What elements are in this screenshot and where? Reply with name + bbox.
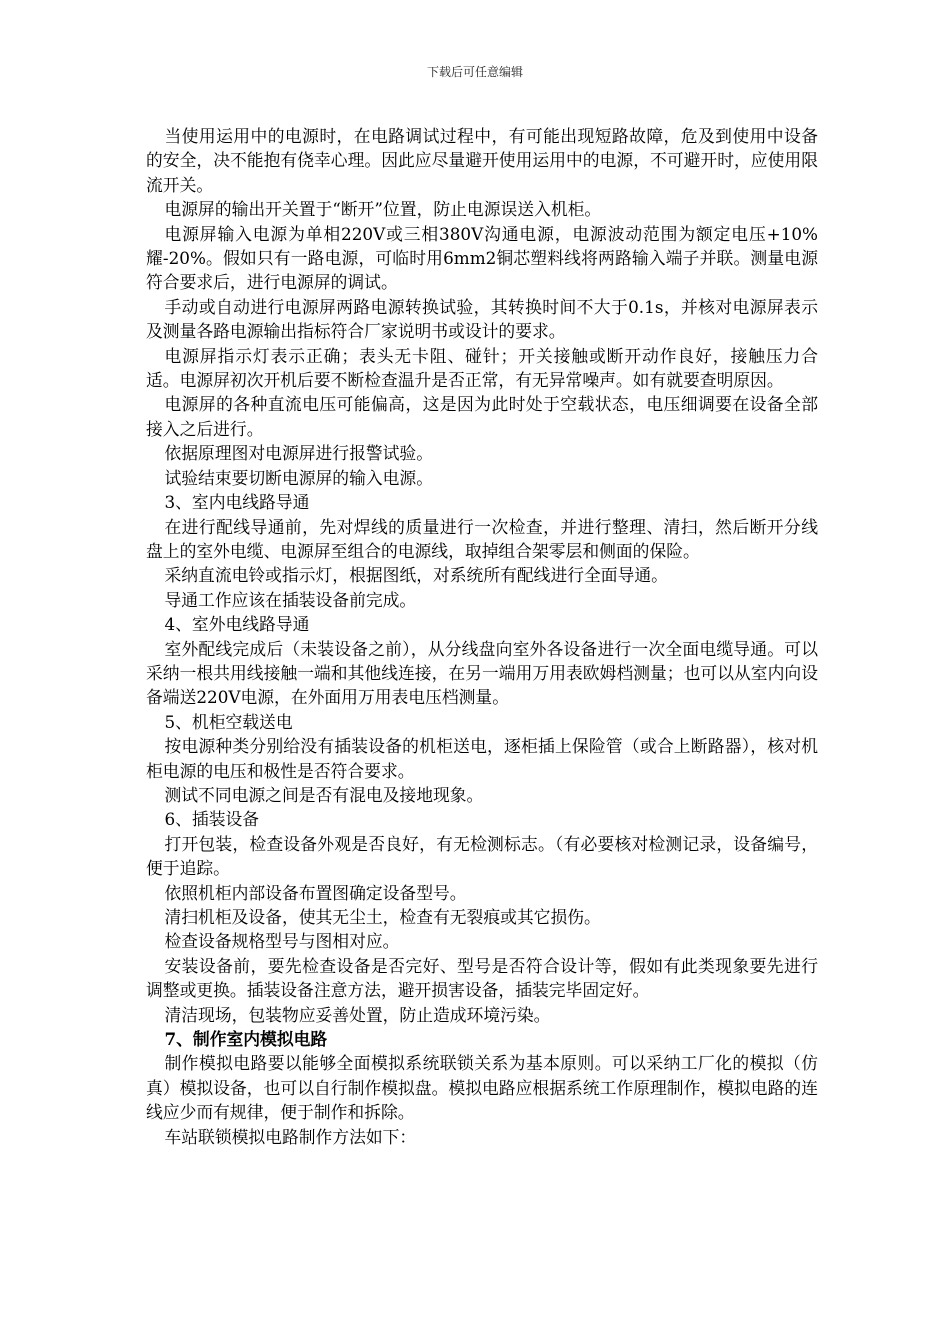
paragraph: 电源屏的输出开关置于“断开”位置，防止电源误送入机柜。 (164, 199, 602, 220)
paragraph: 安装设备前，要先检查设备是否完好、型号是否符合设计等，假如有此类现象要先进行调整或更换。插装设备注意方法，避开损害设备，插装完毕固定好。 (146, 955, 818, 1001)
paragraph: 依据原理图对电源屏进行报警试验。 (164, 443, 433, 464)
page-header: 下载后可任意编辑 (426, 65, 523, 79)
paragraph: 试验结束要切断电源屏的输入电源。 (164, 467, 433, 488)
paragraph: 在进行配线导通前，先对焊线的质量进行一次检查，并进行整理、清扫，然后断开分线盘上的室外电缆、电源屏至组合的电源线，取掉组合架零层和侧面的保险。 (146, 516, 818, 561)
paragraph: 按电源种类分别给没有插装设备的机柜送电，逐柜插上保险管（或合上断路器），核对机柜电源的电压和极性是否符合要求。 (146, 736, 818, 781)
section-heading: 4、室外电线路导通 (164, 614, 310, 635)
paragraph: 打开包装，检查设备外观是否良好，有无检测标志。（有必要核对检测记录，设备编号，便于追踪。 (146, 833, 818, 879)
paragraph: 当使用运用中的电源时，在电路调试过程中，有可能出现短路故障，危及到使用中设备的安全，决不能抱有侥幸心理。因此应尽量避开使用运用中的电源，不可避开时，应使用限流开关。 (146, 126, 818, 195)
paragraph: 手动或自动进行电源屏两路电源转换试验，其转换时间不大于0.1s，并核对电源屏表示及测量各路电源输出指标符合厂家说明书或设计的要求。 (146, 296, 818, 342)
section-heading: 6、插装设备 (164, 809, 260, 830)
paragraph: 依照机柜内部设备布置图确定设备型号。 (164, 882, 467, 903)
paragraph: 电源屏指示灯表示正确；表头无卡阻、碰针；开关接触或断开动作良好，接触压力合适。电源屏初次开机后要不断检查温升是否正常，有无异常噪声。如有就要查明原因。 (146, 345, 818, 391)
section-heading: 5、机柜空载送电 (164, 711, 293, 732)
section-heading-bold: 7、制作室内模拟电路 (164, 1029, 328, 1050)
document-body (146, 124, 818, 1149)
paragraph: 电源屏输入电源为单相220V或三相380V沟通电源，电源波动范围为额定电压+10%耀-20%。假如只有一路电源，可临时用6mm2铜芯塑料线将两路输入端子并联。测量电源符合要求后，进行电源屏的调试。 (146, 223, 818, 293)
paragraph: 测试不同电源之间是否有混电及接地现象。 (164, 784, 484, 805)
paragraph: 电源屏的各种直流电压可能偏高，这是因为此时处于空载状态，电压细调要在设备全部接入之后进行。 (146, 394, 818, 439)
paragraph: 清扫机柜及设备，使其无尘土，检查有无裂痕或其它损伤。 (164, 907, 601, 927)
section-heading: 3、室内电线路导通 (164, 492, 310, 513)
paragraph: 制作模拟电路要以能够全面模拟系统联锁关系为基本原则。可以采纳工厂化的模拟（仿真）模拟设备，也可以自行制作模拟盘。模拟电路应根据系统工作原理制作，模拟电路的连线应少而有规律，便于制作和拆除。 (146, 1053, 818, 1123)
paragraph: 导通工作应该在插装设备前完成。 (164, 589, 417, 610)
paragraph: 检查设备规格型号与图相对应。 (164, 931, 400, 952)
paragraph: 车站联锁模拟电路制作方法如下： (164, 1126, 417, 1147)
paragraph: 采纳直流电铃或指示灯，根据图纸，对系统所有配线进行全面导通。 (164, 565, 668, 586)
paragraph: 清洁现场，包装物应妥善处置，防止造成环境污染。 (164, 1004, 551, 1025)
paragraph: 室外配线完成后（未装设备之前），从分线盘向室外各设备进行一次全面电缆导通。可以采纳一根共用线接触一端和其他线连接，在另一端用万用表欧姆档测量；也可以从室内向设备端送220V电源，在外面用万用表电压档测量。 (146, 638, 818, 708)
